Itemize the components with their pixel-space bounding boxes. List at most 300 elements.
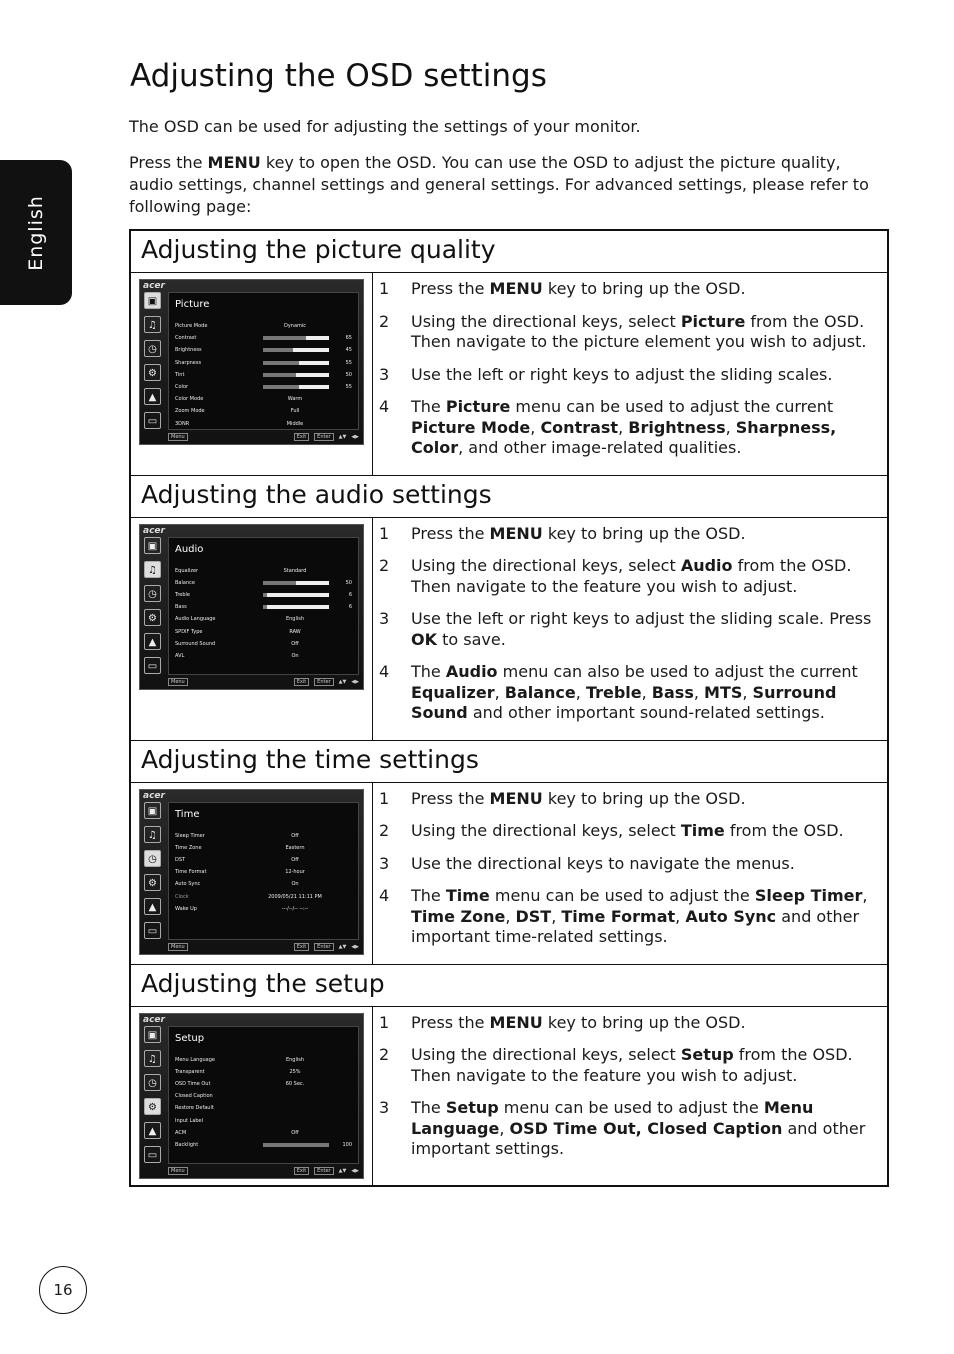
audio-icon: ♫ (144, 1050, 161, 1067)
osd-footer-updown: ▲▼ (338, 943, 347, 950)
step-text-bold: Balance (504, 682, 576, 702)
osd-menu-row (175, 332, 352, 344)
osd-row-label: Backlight (175, 1141, 199, 1148)
lock-icon: ▲ (144, 388, 161, 405)
osd-menu-row (175, 589, 352, 601)
osd-slider-value: 6 (348, 591, 352, 598)
step-item (379, 279, 879, 300)
section-heading: Adjusting the setup (131, 965, 887, 1007)
step-item (379, 821, 879, 842)
step-text-bold: MENU (489, 788, 543, 808)
step-text (411, 609, 879, 650)
osd-footer-enter: Enter (314, 678, 333, 686)
picture-icon: ▣ (144, 292, 161, 309)
osd-menu-rows (175, 565, 352, 663)
page-number: 16 (39, 1266, 87, 1314)
osd-slider-value: 100 (342, 1141, 352, 1148)
osd-footer (168, 432, 359, 442)
audio-icon: ♫ (144, 316, 161, 333)
osd-slider-bar (263, 348, 329, 352)
step-text-bold: DST (515, 906, 552, 926)
osd-menu-row (175, 601, 352, 613)
osd-footer-enter: Enter (314, 1167, 333, 1175)
osd-row-value: RAW (289, 628, 301, 635)
osd-row-label: AVL (175, 652, 185, 659)
step-text-run: , and other image-related qualities. (458, 438, 742, 457)
osd-slider-bar (263, 1143, 329, 1147)
osd-row-value: Off (291, 1129, 299, 1136)
step-text-run: , (499, 1118, 510, 1138)
osd-brand-logo: acer (143, 1014, 165, 1025)
step-text-bold: Picture (680, 311, 746, 331)
osd-row-label: Sharpness (175, 359, 202, 366)
osd-slider-bar (263, 385, 329, 389)
step-text-run: from the OSD. Then navigate to the feature you wish to adjust. (411, 1045, 853, 1085)
osd-footer (168, 1166, 359, 1176)
osd-menu-row (175, 1139, 352, 1151)
osd-row-value: 25% (289, 1068, 301, 1075)
step-text-bold: MENU (489, 523, 543, 543)
osd-brand-logo: acer (143, 790, 165, 801)
osd-row-label: Picture Mode (175, 323, 208, 330)
step-text-bold: MTS (704, 682, 743, 702)
step-text-run: , (742, 682, 753, 702)
step-text (411, 1045, 879, 1086)
osd-menu-row (175, 830, 352, 842)
step-number: 3 (379, 364, 390, 384)
osd-screenshot (139, 524, 364, 690)
osd-menu-icons (143, 292, 165, 436)
osd-footer-updown: ▲▼ (338, 1167, 347, 1174)
lock-icon: ▲ (144, 898, 161, 915)
step-text-run: from the OSD. Then navigate to the feature you wish to adjust. (411, 556, 852, 596)
osd-menu-row (175, 650, 352, 662)
osd-row-label: Audio Language (175, 616, 216, 623)
step-text-run: The (411, 1098, 446, 1117)
osd-row-label: SPDIF Type (175, 628, 203, 635)
osd-slider-value: 55 (345, 384, 352, 391)
osd-menu-title: Time (175, 808, 200, 820)
osd-menu-row (175, 903, 352, 915)
osd-slider-fill (263, 348, 293, 352)
picture-icon: ▣ (144, 537, 161, 554)
step-text-run: menu can be used to adjust the (489, 886, 755, 905)
step-text-run: , (618, 417, 629, 437)
page-title: Adjusting the OSD settings (130, 58, 547, 94)
osd-screenshot-cell (131, 783, 373, 964)
step-text-bold: Time Format (561, 906, 676, 926)
section-0 (131, 231, 887, 476)
step-text-run: , (641, 682, 652, 702)
osd-screenshot-cell (131, 518, 373, 740)
step-item (379, 365, 879, 386)
step-item (379, 1098, 879, 1160)
osd-footer-enter: Enter (314, 433, 333, 441)
osd-row-label: Color (175, 384, 189, 391)
step-text-run: Press the (411, 788, 490, 808)
step-number: 3 (379, 609, 390, 628)
step-text-bold: Time (680, 821, 725, 840)
osd-row-label: ACM (175, 1129, 187, 1136)
step-text-run: , (862, 886, 868, 905)
osd-row-value: English (285, 616, 305, 623)
step-item (379, 397, 879, 459)
osd-row-label: Sleep Timer (175, 832, 205, 839)
step-number: 2 (379, 1045, 390, 1064)
step-item (379, 854, 879, 875)
step-number: 1 (379, 523, 390, 543)
osd-slider-value: 6 (348, 604, 352, 611)
language-tab-label: English (25, 194, 47, 271)
step-item (379, 609, 879, 650)
step-text-run: , (575, 682, 586, 702)
intro-paragraph-2 (129, 152, 889, 218)
time-icon: ◷ (144, 340, 161, 357)
osd-menu-row (175, 1127, 352, 1139)
osd-footer-exit: Exit (294, 678, 309, 686)
step-text-bold: Equalizer (411, 682, 495, 702)
osd-row-label: Treble (175, 591, 190, 598)
picture-icon: ▣ (144, 802, 161, 819)
osd-menu-row (175, 638, 352, 650)
step-text (411, 312, 879, 353)
osd-row-value: 12-hour (285, 869, 305, 876)
channel-icon: ▭ (144, 412, 161, 429)
osd-menu-row (175, 369, 352, 381)
osd-row-label: DST (175, 856, 186, 863)
step-text-bold: Audio (445, 662, 498, 681)
osd-row-label: Equalizer (175, 567, 199, 574)
time-icon: ◷ (144, 585, 161, 602)
osd-slider-bar (263, 581, 329, 585)
step-text-run: , (505, 906, 516, 926)
osd-slider-fill (263, 1143, 329, 1147)
step-text-bold: OK (411, 629, 437, 649)
step-text (411, 1013, 879, 1034)
osd-row-label: Input Label (175, 1117, 204, 1124)
channel-icon: ▭ (144, 1146, 161, 1163)
step-text (411, 789, 879, 810)
osd-row-label: Zoom Mode (175, 408, 205, 415)
osd-menu-row (175, 1090, 352, 1102)
osd-footer-exit: Exit (294, 943, 309, 951)
step-text-run: Press the (411, 279, 490, 298)
step-number: 1 (379, 279, 390, 298)
section-body (131, 783, 887, 965)
osd-menu-row (175, 418, 352, 430)
osd-row-value: 2009/05/21 11:11 PM (268, 893, 322, 900)
osd-slider-bar (263, 373, 329, 377)
osd-row-label: Transparent (175, 1068, 205, 1075)
osd-row-label: Menu Language (175, 1056, 215, 1063)
picture-icon: ▣ (144, 1026, 161, 1043)
osd-footer-menu: Menu (168, 943, 188, 951)
osd-footer-updown: ▲▼ (338, 434, 347, 440)
step-text-run: to save. (437, 629, 506, 649)
osd-brand-logo: acer (143, 281, 165, 291)
step-text-run: Using the directional keys, select (411, 1045, 681, 1064)
step-text-bold: Picture Mode (411, 417, 531, 437)
osd-row-value: Dynamic (283, 323, 307, 330)
osd-slider-fill (263, 581, 296, 585)
audio-icon: ♫ (144, 826, 161, 843)
step-text-bold: Surround Sound (411, 682, 837, 722)
section-2 (131, 741, 887, 965)
osd-menu-row (175, 854, 352, 866)
step-text-bold: MENU (489, 279, 543, 298)
step-text-run: , (494, 682, 505, 702)
step-text (411, 279, 879, 300)
osd-row-label: Closed Caption (175, 1093, 213, 1100)
step-text-run: menu can be used to adjust the current (510, 397, 834, 416)
time-icon: ◷ (144, 1074, 161, 1091)
osd-menu-rows (175, 830, 352, 915)
step-text-run: menu can also be used to adjust the current (497, 662, 858, 681)
osd-slider-value: 65 (345, 335, 352, 342)
osd-menu-panel (168, 802, 359, 940)
step-item (379, 1045, 879, 1086)
osd-menu-icons (143, 1026, 165, 1170)
osd-slider-value: 45 (345, 347, 352, 354)
step-text-run: , (725, 417, 736, 437)
step-text-bold: Audio (680, 556, 733, 575)
step-text-run: key to bring up the OSD. (542, 523, 746, 543)
osd-row-value: Full (290, 408, 300, 415)
osd-slider-fill (263, 373, 296, 377)
osd-menu-title: Setup (175, 1032, 205, 1044)
step-text-bold: Menu Language (411, 1098, 814, 1138)
osd-footer-enter: Enter (314, 943, 333, 951)
step-text (411, 556, 879, 597)
sections-table (129, 229, 889, 1187)
intro-menu-key: MENU (207, 153, 261, 172)
osd-row-value: On (291, 652, 299, 659)
osd-row-value: On (291, 881, 299, 888)
osd-footer-exit: Exit (294, 1167, 309, 1175)
step-text-run: key to bring up the OSD. (542, 788, 746, 808)
step-text-run: key to bring up the OSD. (542, 279, 746, 298)
osd-row-label: Time Zone (175, 844, 202, 851)
step-number: 1 (379, 788, 390, 808)
osd-slider-fill (263, 385, 299, 389)
osd-footer-menu: Menu (168, 433, 188, 441)
osd-row-label: Tint (175, 371, 185, 378)
osd-row-label: Balance (175, 579, 195, 586)
osd-menu-row (175, 1102, 352, 1114)
osd-footer-updown: ▲▼ (338, 678, 347, 685)
section-3 (131, 965, 887, 1185)
step-text-bold: MENU (489, 1012, 543, 1032)
osd-row-label: Brightness (175, 347, 202, 354)
osd-menu-row (175, 381, 352, 393)
step-number: 3 (379, 853, 390, 873)
step-text (411, 397, 879, 459)
osd-row-label: Contrast (175, 335, 197, 342)
time-icon: ◷ (144, 850, 161, 867)
osd-menu-row (175, 405, 352, 417)
step-text-run: Using the directional keys, select (411, 311, 681, 331)
osd-footer (168, 942, 359, 952)
channel-icon: ▭ (144, 657, 161, 674)
osd-row-label: Surround Sound (175, 640, 216, 647)
step-text-run: and other important time-related settings. (411, 906, 860, 946)
osd-row-value: Off (291, 640, 299, 647)
step-text (411, 365, 879, 386)
step-text-bold: Auto Sync (685, 906, 777, 926)
step-item (379, 556, 879, 597)
osd-menu-row (175, 393, 352, 405)
osd-menu-icons (143, 802, 165, 946)
osd-footer-leftright: ◀▶ (351, 434, 359, 440)
osd-footer-menu: Menu (168, 1167, 188, 1175)
osd-slider-fill (263, 593, 267, 597)
step-text-bold: OSD Time Out, Closed Caption (509, 1118, 783, 1138)
osd-menu-rows (175, 320, 352, 430)
step-text-run: , (693, 682, 705, 702)
osd-row-label: Time Format (175, 869, 207, 876)
step-text (411, 854, 879, 875)
osd-row-value: English (285, 1056, 305, 1063)
step-number: 3 (379, 1098, 390, 1117)
step-number: 2 (379, 821, 390, 840)
osd-screenshot (139, 1013, 364, 1179)
language-tab (0, 160, 72, 305)
step-text-run: Press the (411, 1012, 490, 1032)
step-item (379, 789, 879, 810)
step-text-run: from the OSD. (724, 821, 844, 840)
steps-list (373, 273, 887, 475)
osd-row-label: Color Mode (175, 396, 204, 403)
osd-screenshot (139, 279, 364, 445)
osd-menu-title: Audio (175, 543, 204, 555)
osd-slider-fill (263, 605, 267, 609)
steps-list (373, 518, 887, 740)
osd-menu-title: Picture (175, 299, 210, 310)
osd-footer-leftright: ◀▶ (351, 943, 359, 950)
step-text-bold: Time (445, 886, 490, 905)
step-text-run: , (530, 417, 541, 437)
steps-list (373, 1007, 887, 1185)
step-text-bold: Setup (445, 1098, 499, 1117)
section-body (131, 1007, 887, 1185)
osd-row-label: 3DNR (175, 420, 190, 427)
section-heading: Adjusting the audio settings (131, 476, 887, 518)
osd-menu-row (175, 866, 352, 878)
osd-menu-row (175, 565, 352, 577)
osd-menu-row (175, 890, 352, 902)
osd-footer-leftright: ◀▶ (351, 678, 359, 685)
osd-menu-panel (168, 292, 359, 430)
step-text-run: Use the directional keys to navigate the menus. (411, 853, 795, 873)
step-text-bold: Time Zone (411, 906, 506, 926)
osd-row-value: Standard (283, 567, 307, 574)
step-text-run: Using the directional keys, select (411, 556, 681, 575)
osd-row-value: Warm (287, 396, 303, 403)
step-text (411, 662, 879, 724)
intro-text-a: Press the (129, 153, 208, 172)
step-text-run: menu can be used to adjust the (498, 1098, 764, 1117)
step-text-bold: Sharpness, Color (411, 417, 837, 457)
intro-paragraph-1: The OSD can be used for adjusting the settings of your monitor. (129, 117, 641, 136)
setup-icon: ⚙ (144, 874, 161, 891)
osd-slider-value: 55 (345, 359, 352, 366)
osd-menu-row (175, 357, 352, 369)
osd-row-value: ---/--/-- --:-- (281, 905, 309, 912)
step-text (411, 821, 879, 842)
step-item (379, 662, 879, 724)
step-text-run: key to bring up the OSD. (542, 1012, 746, 1032)
intro-text-c: key to open the OSD. You can use the OSD to adjust the picture quality, audio settings, channel settings and general settings. For advanced settings, please refer to following page: (129, 153, 869, 216)
osd-menu-row (175, 1078, 352, 1090)
step-item (379, 312, 879, 353)
setup-icon: ⚙ (144, 609, 161, 626)
osd-menu-panel (168, 1026, 359, 1164)
step-text (411, 1098, 879, 1160)
osd-row-label: Wake Up (175, 905, 197, 912)
osd-menu-panel (168, 537, 359, 675)
step-number: 4 (379, 886, 390, 905)
section-body (131, 518, 887, 741)
osd-slider-bar (263, 361, 329, 365)
step-text-run: Press the (411, 523, 490, 543)
setup-icon: ⚙ (144, 1098, 161, 1115)
step-text-run: , (551, 906, 562, 926)
step-number: 2 (379, 311, 390, 331)
step-number: 4 (379, 397, 390, 416)
osd-menu-icons (143, 537, 165, 681)
osd-menu-row (175, 1114, 352, 1126)
osd-menu-row (175, 842, 352, 854)
osd-row-label: Auto Sync (175, 881, 201, 888)
setup-icon: ⚙ (144, 364, 161, 381)
osd-row-label: Restore Default (175, 1105, 214, 1112)
step-text-run: and other important sound-related settings. (467, 703, 825, 722)
osd-menu-row (175, 577, 352, 589)
steps-list (373, 783, 887, 964)
step-text-run: and other important settings. (411, 1118, 866, 1158)
osd-row-value: 60 Sec. (285, 1080, 305, 1087)
osd-screenshot (139, 789, 364, 955)
step-number: 1 (379, 1012, 390, 1032)
step-text-bold: Contrast (540, 417, 619, 437)
osd-row-label: Bass (175, 604, 187, 611)
osd-slider-value: 50 (345, 579, 352, 586)
osd-footer-leftright: ◀▶ (351, 1167, 359, 1174)
osd-menu-row (175, 320, 352, 332)
osd-footer-menu: Menu (168, 678, 188, 686)
osd-menu-row (175, 625, 352, 637)
step-item (379, 1013, 879, 1034)
osd-row-value: Eastern (285, 844, 305, 851)
osd-slider-bar (263, 605, 329, 609)
osd-brand-logo: acer (143, 525, 165, 536)
section-1 (131, 476, 887, 741)
osd-footer (168, 677, 359, 687)
step-text-run: Use the left or right keys to adjust the sliding scale. Press (411, 609, 872, 628)
step-item (379, 886, 879, 948)
lock-icon: ▲ (144, 633, 161, 650)
osd-menu-row (175, 344, 352, 356)
osd-slider-fill (263, 336, 306, 340)
step-text-run: , (675, 906, 686, 926)
step-text-bold: Sleep Timer (754, 886, 863, 905)
osd-row-label: Clock (175, 893, 189, 900)
osd-slider-bar (263, 593, 329, 597)
step-text-run: The (411, 397, 446, 416)
step-text-run: from the OSD. Then navigate to the picture element you wish to adjust. (411, 311, 867, 351)
section-heading: Adjusting the picture quality (131, 231, 887, 273)
osd-slider-fill (263, 361, 299, 365)
